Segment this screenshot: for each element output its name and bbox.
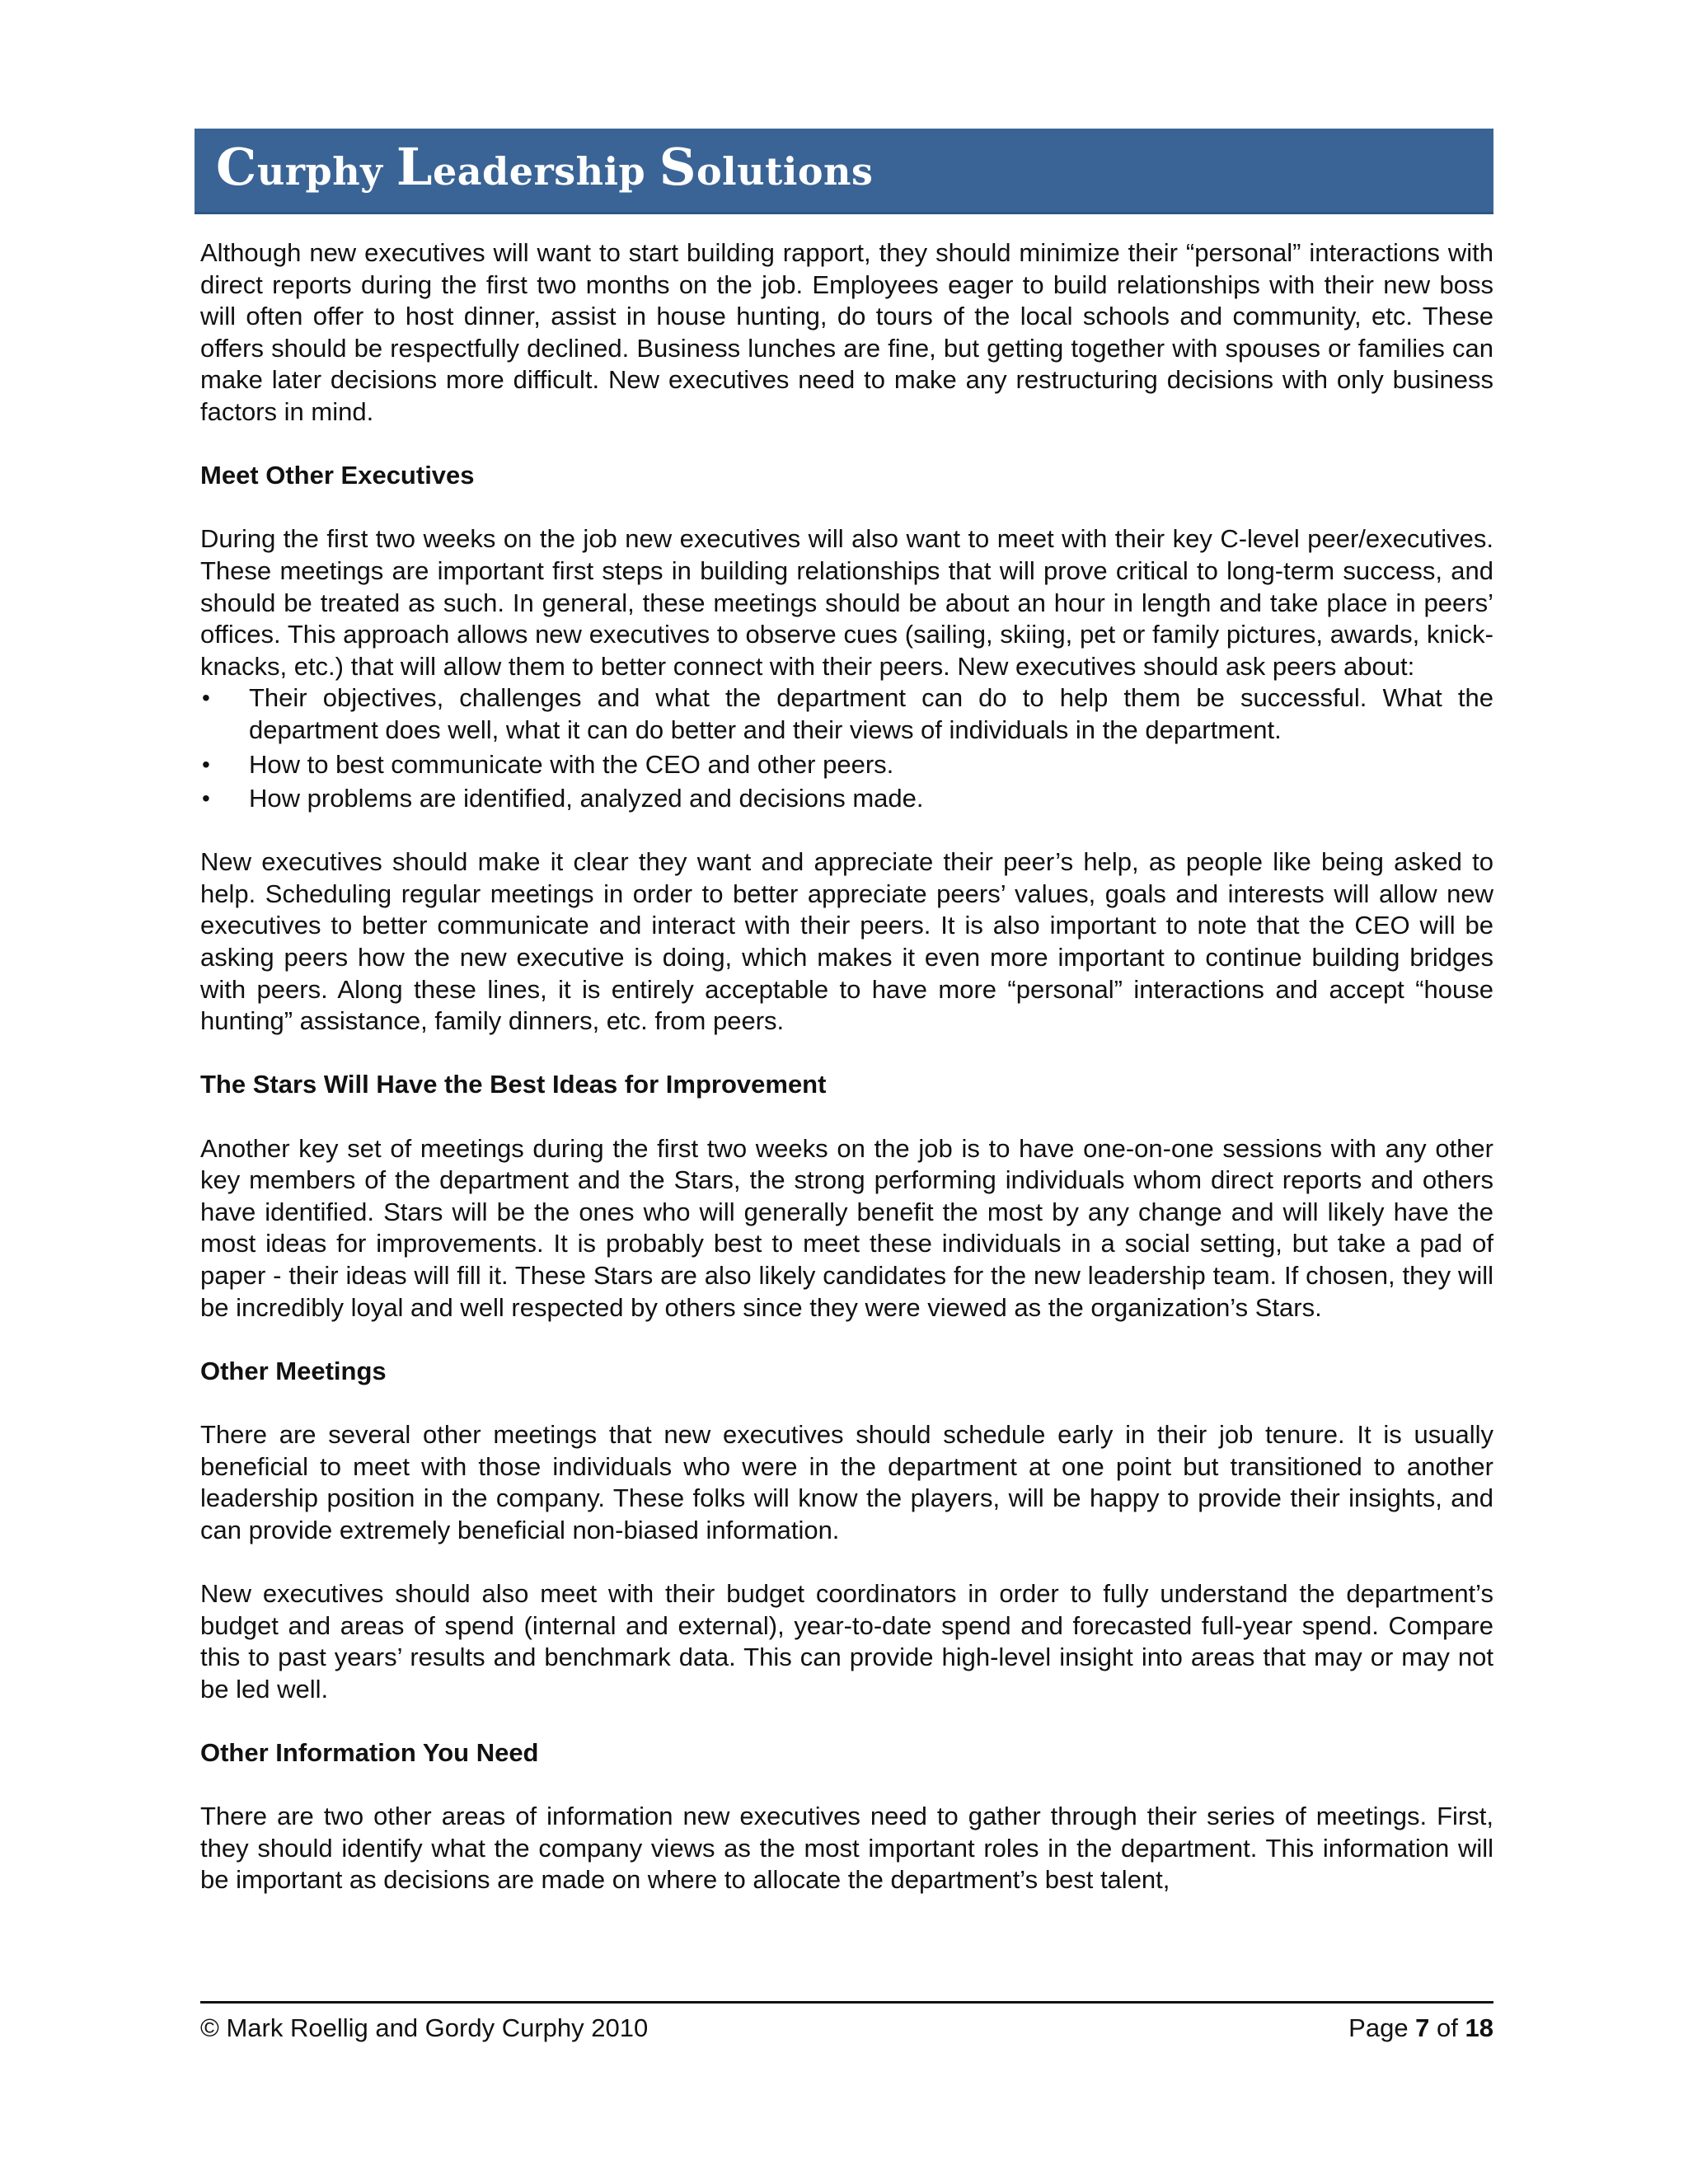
list-item: • How problems are identified, analyzed and decisions made. [200, 783, 1493, 815]
heading-other-meetings: Other Meetings [200, 1356, 387, 1385]
page-indicator: Page 7 of 18 [1348, 2013, 1493, 2042]
paragraph-budget: New executives should also meet with their budget coordinators in order to fully understand the department’s budget and areas of spend (internal and external), year-to-date spend and forecasted full-year spend. Compare this to past years’ results and benchmark data. This can provide high-level insight into areas that may or may not be led well. [200, 1578, 1493, 1704]
paragraph-peer-help: New executives should make it clear they want and appreciate their peer’s help, as people like being asked to help. Scheduling regular meetings in order to better appreciate peers’ values, goals and interests will allow new executives to better communicate and interact with their peers. It is also important to note that the CEO will be asking peers how the new executive is doing, which makes it even more important to continue building bridges with peers. Along these lines, it is entirely acceptable to have more “personal” interactions and accept “house hunting” assistance, family dinners, etc. from peers. [200, 847, 1493, 1036]
heading-other-information: Other Information You Need [200, 1737, 539, 1767]
footer-divider [200, 2001, 1493, 2004]
peer-questions-list [200, 682, 1493, 814]
footer-copyright: © Mark Roellig and Gordy Curphy 2010 [200, 2013, 649, 2042]
list-item: • How to best communicate with the CEO and other peers. [200, 749, 1493, 781]
bullet-icon: • [202, 785, 210, 812]
document-body [200, 237, 1493, 1896]
heading-meet-other-executives: Meet Other Executives [200, 461, 475, 490]
paragraph-meet-peers: During the first two weeks on the job new executives will also want to meet with their key C-level peer/executives. These meetings are important first steps in building relationships that will prove critical to long-term success, and should be treated as such. In general, these meetings should be about an hour in length and take place in peers’ offices. This approach allows new executives to observe cues (sailing, skiing, pet or family pictures, awards, knick-knacks, etc.) that will allow them to better connect with their peers. New executives should ask peers about: [200, 524, 1493, 681]
list-item: • Their objectives, challenges and what the department can do to help them be successful. What the department does well, what it can do better and their views of individuals in the department. [202, 683, 1493, 744]
bullet-icon: • [202, 685, 210, 711]
paragraph-other-meetings: There are several other meetings that new executives should schedule early in their job tenure. It is usually beneficial to meet with those individuals who were in the department at one point but transitioned to another leadership position in the company. These folks will know the players, will be happy to provide their insights, and can provide extremely beneficial non-biased information. [200, 1419, 1493, 1544]
brand-logo-text: Curphy Leadership Solutions [216, 137, 874, 197]
paragraph-stars: Another key set of meetings during the first two weeks on the job is to have one-on-one sessions with any other key members of the department and the Stars, the strong performing individuals whom direct reports and others have identified. Stars will be the ones who will generally benefit the most by any change and will likely have the most ideas for improvements. It is probably best to meet these individuals in a social setting, but take a pad of paper - their ideas will fill it. These Stars are also likely candidates for the new leadership team. If chosen, they will be incredibly loyal and well respected by others since they were viewed as the organization’s Stars. [200, 1133, 1493, 1322]
header-banner [195, 129, 1493, 214]
paragraph-other-information: There are two other areas of information new executives need to gather through their series of meetings. First, they should identify what the company views as the most important roles in the department. This information will be important as decisions are made on where to allocate the department’s best talent, [200, 1802, 1493, 1895]
heading-stars: The Stars Will Have the Best Ideas for Improvement [200, 1070, 827, 1099]
total-pages: 18 [1465, 2013, 1493, 2042]
page-footer [200, 2013, 1493, 2044]
current-page-number: 7 [1415, 2013, 1430, 2042]
bullet-icon: • [202, 751, 210, 777]
paragraph-personal-interactions: Although new executives will want to start building rapport, they should minimize their “personal” interactions with direct reports during the first two months on the job. Employees eager to build relationships with their new boss will often offer to host dinner, assist in house hunting, do tours of the local schools and community, etc. These offers should be respectfully declined. Business lunches are fine, but getting together with spouses or families can make later decisions more difficult. New executives need to make any restructuring decisions with only business factors in mind. [200, 238, 1493, 426]
